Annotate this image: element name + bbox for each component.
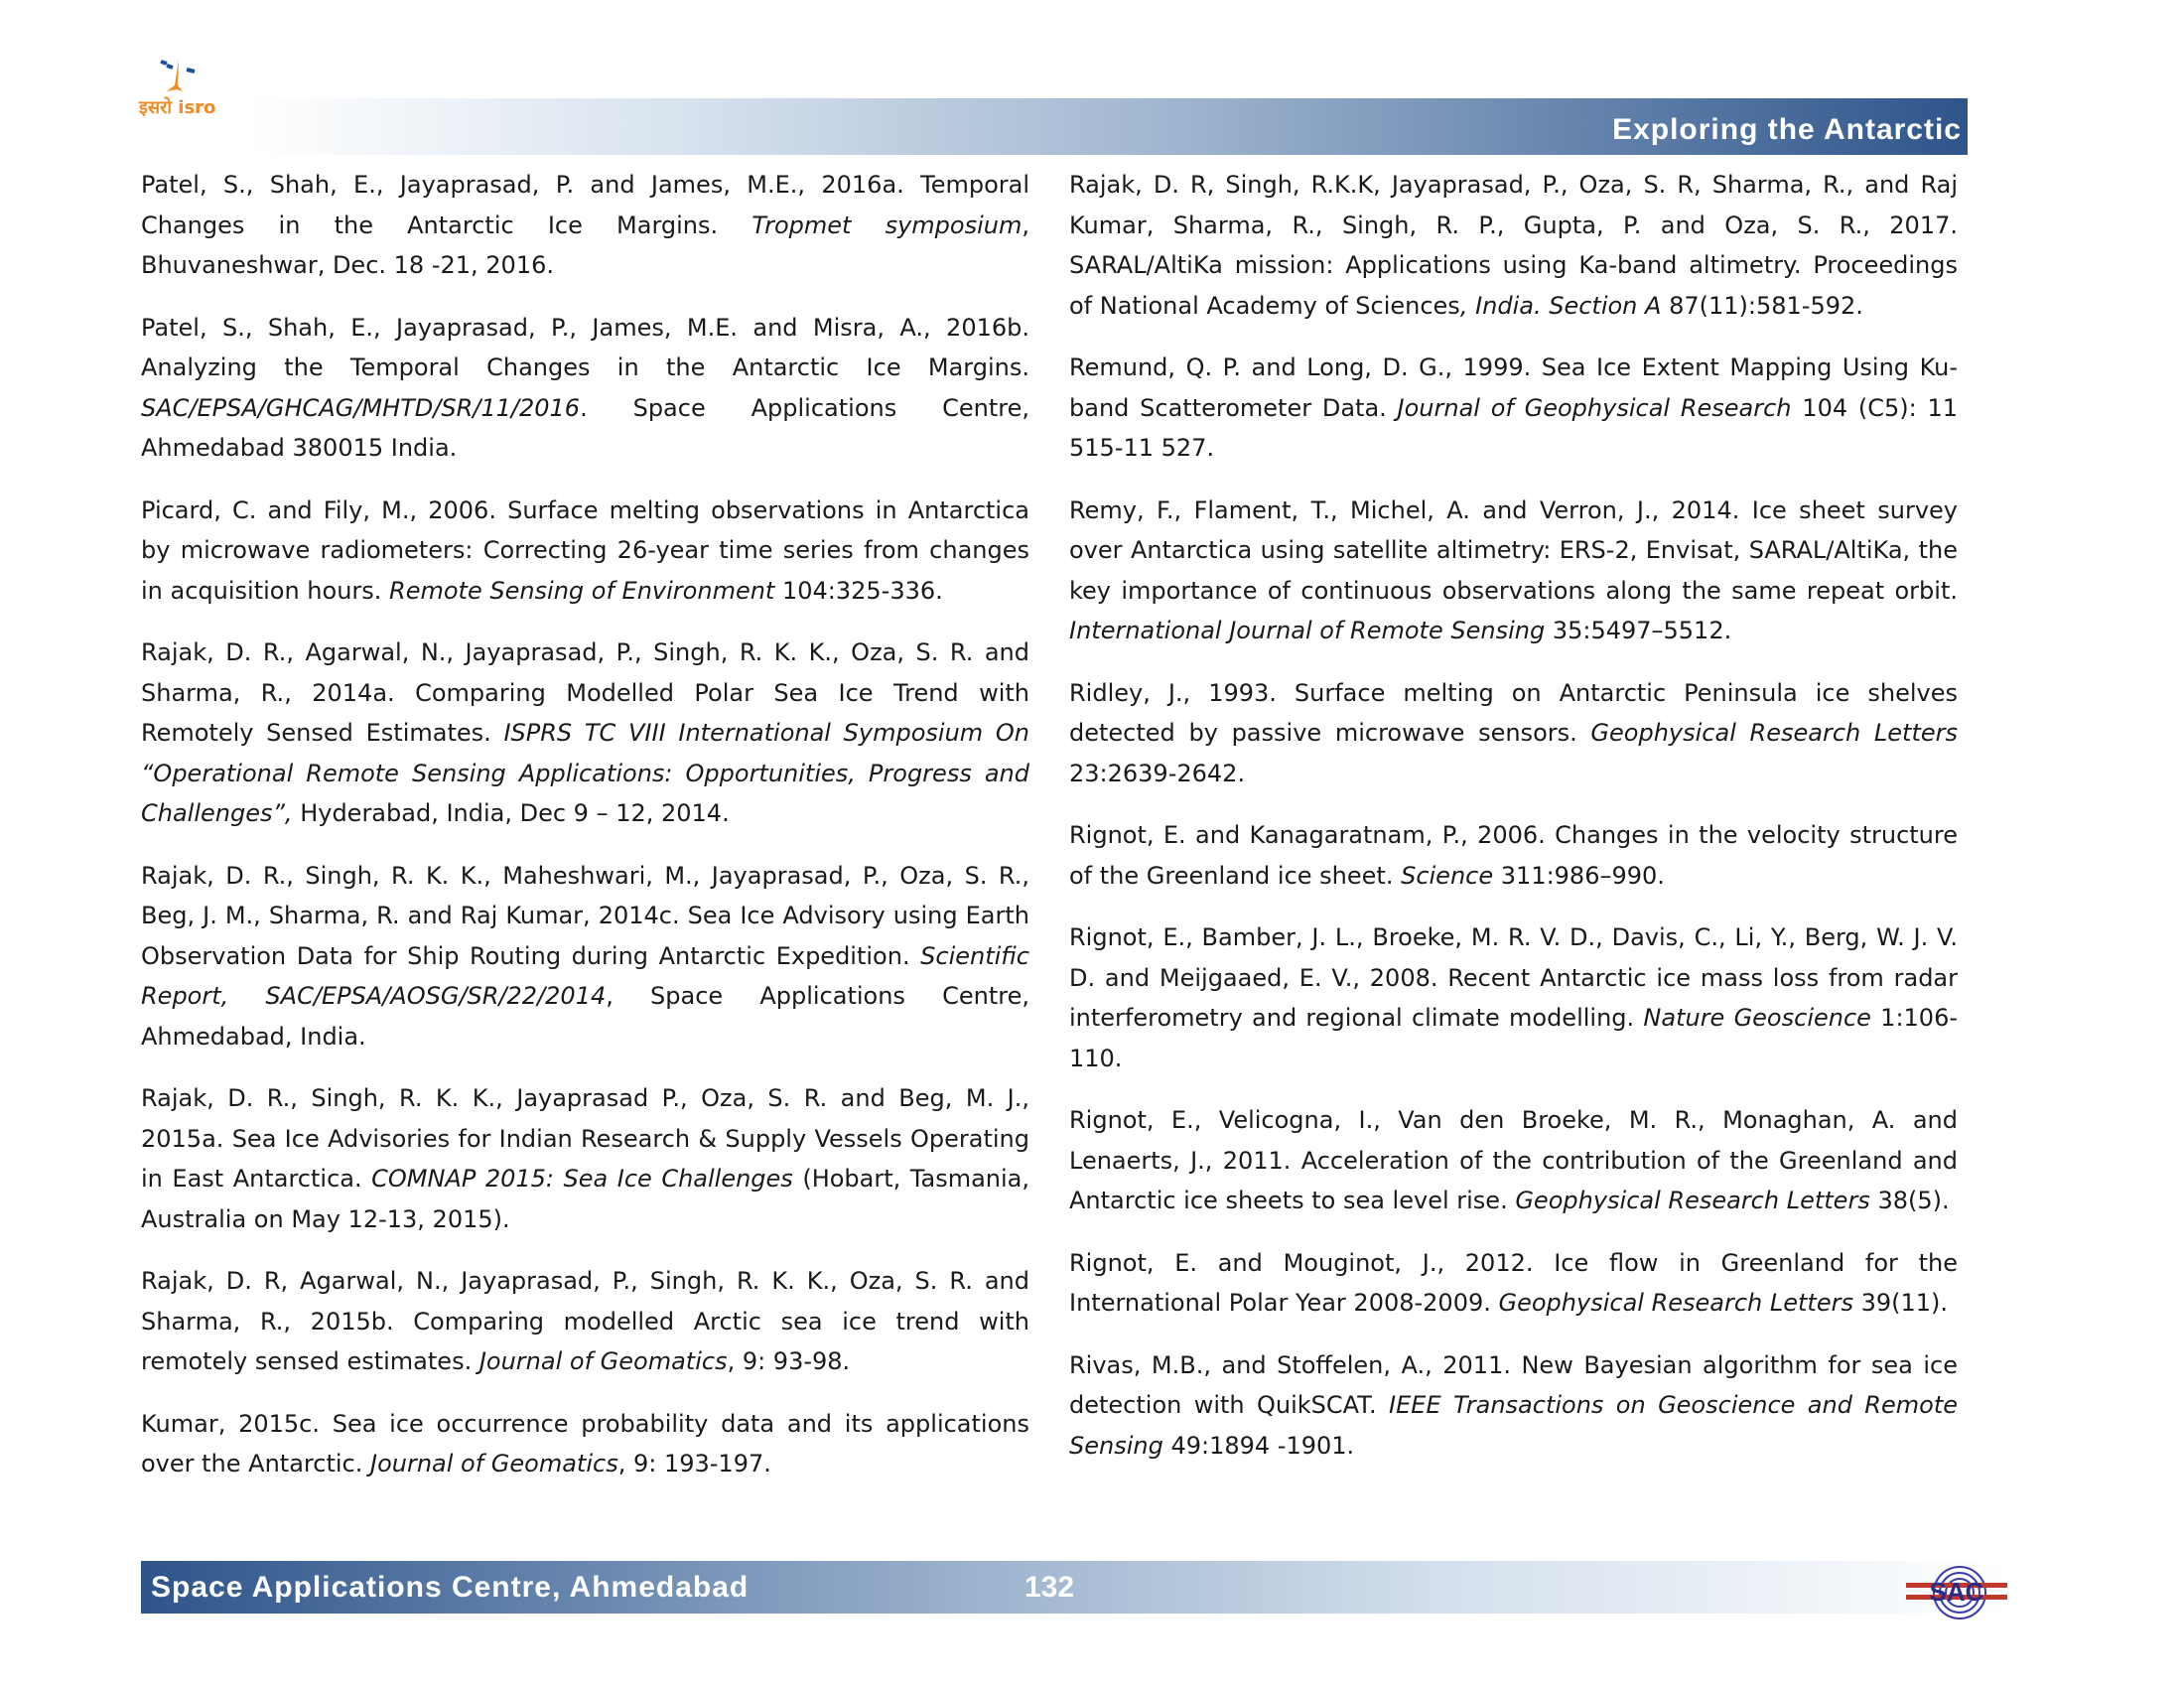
- reference-text: , 9: 193-197.: [617, 1450, 771, 1477]
- reference-text: Remy, F., Flament, T., Michel, A. and Verron, J., 2014. Ice sheet survey over Antarctica using satellite altimetry: ERS-2, Envisat, SARAL/AltiKa, the key importance of continuous observations along the same repeat orbit.: [1069, 495, 1958, 605]
- reference-italic-text: COMNAP 2015: Sea Ice Challenges: [371, 1165, 793, 1193]
- reference-italic-text: SAC/EPSA/GHCAG/MHTD/SR/11/2016: [141, 393, 581, 422]
- reference-entry: [141, 1261, 1029, 1382]
- reference-text: 87(11):581-592.: [1661, 291, 1863, 320]
- reference-text: 49:1894 -1901.: [1162, 1431, 1355, 1460]
- reference-text: Rajak, D. R, Agarwal, N., Jayaprasad, P., Singh, R. K. K., Oza, S. R. and Sharma, R., 2015b. Comparing modelled Arctic sea ice trend with remotely sensed estimates.: [141, 1267, 1029, 1375]
- reference-entry: [1069, 673, 1958, 794]
- page-title: Exploring the Antarctic: [1612, 113, 1962, 146]
- sac-logo: [1904, 1563, 2009, 1622]
- reference-text: 104 (C5): 11 515-11 527.: [1069, 393, 1959, 462]
- isro-logo: [137, 52, 246, 131]
- reference-text: 39(11).: [1852, 1289, 1949, 1317]
- reference-text: Rignot, E. and Kanagaratnam, P., 2006. Changes in the velocity structure of the Greenland ice sheet.: [1069, 821, 1958, 890]
- reference-italic-text: Nature Geoscience: [1643, 1004, 1871, 1032]
- reference-entry: [1069, 1100, 1958, 1221]
- reference-text: Hyderabad, India, Dec 9 – 12, 2014.: [292, 799, 730, 827]
- references-left-column: [141, 165, 1029, 1506]
- footer-organization: Space Applications Centre, Ahmedabad: [151, 1571, 750, 1604]
- reference-italic-text: , India. Section A: [1459, 291, 1662, 320]
- reference-text: Patel, S., Shah, E., Jayaprasad, P., James, M.E. and Misra, A., 2016b. Analyzing the Temporal Changes in the Antarctic Ice Margins.: [141, 313, 1029, 381]
- reference-italic-text: Geophysical Research Letters: [1498, 1289, 1853, 1317]
- reference-italic-text: Journal of Geomatics: [369, 1450, 618, 1477]
- reference-text: Rajak, D. R., Singh, R. K. K., Jayaprasad P., Oza, S. R. and Beg, M. J., 2015a. Sea Ice Advisories for Indian Research & Supply Vessels Operating in East Antarctica.: [141, 1084, 1029, 1193]
- reference-entry: [141, 165, 1029, 286]
- reference-italic-text: Scientific Report, SAC/EPSA/AOSG/SR/22/2014: [141, 941, 1029, 1010]
- reference-entry: [1069, 1345, 1958, 1467]
- reference-text: 104:325-336.: [774, 576, 943, 605]
- reference-italic-text: Geophysical Research Letters: [1515, 1187, 1870, 1214]
- reference-entry: [141, 633, 1029, 834]
- reference-text: , Space Applications Centre, Ahmedabad, India.: [141, 982, 1029, 1051]
- page-number: 132: [1024, 1571, 1075, 1604]
- reference-entry: [141, 1404, 1029, 1484]
- reference-text: Ridley, J., 1993. Surface melting on Antarctic Peninsula ice shelves detected by passive microwave sensors.: [1069, 678, 1958, 747]
- reference-italic-text: Journal of Geophysical Research: [1397, 393, 1792, 422]
- reference-text: Remund, Q. P. and Long, D. G., 1999. Sea Ice Extent Mapping Using Ku-band Scatterometer Data.: [1069, 353, 1958, 422]
- isro-logo-text: इसरो isro: [139, 97, 216, 118]
- reference-italic-text: International Journal of Remote Sensing: [1069, 617, 1546, 644]
- reference-text: Picard, C. and Fily, M., 2006. Surface melting observations in Antarctica by microwave radiometers: Correcting 26-year time series from changes in acquisition hours.: [141, 495, 1029, 605]
- reference-text: 311:986–990.: [1493, 861, 1665, 890]
- reference-entry: [1069, 348, 1958, 469]
- references-right-column: [1069, 165, 1958, 1487]
- reference-text: 35:5497–5512.: [1545, 617, 1732, 644]
- reference-italic-text: Journal of Geomatics: [478, 1347, 728, 1375]
- reference-italic-text: Geophysical Research Letters: [1590, 719, 1958, 747]
- reference-text: Rignot, E., Bamber, J. L., Broeke, M. R. V. D., Davis, C., Li, Y., Berg, W. J. V. D. and Meijgaaed, E. V., 2008. Recent Antarctic ice mass loss from radar interferometry and regional climate modelling.: [1069, 923, 1958, 1032]
- reference-entry: [1069, 165, 1958, 326]
- reference-text: Rajak, D. R, Singh, R.K.K, Jayaprasad, P., Oza, S. R, Sharma, R., and Raj Kumar, Sharma, R., Singh, R. P., Gupta, P. and Oza, S. R., 2017. SARAL/AltiKa mission: Applications using Ka-band altimetry. Proceedings of National Academy of Sciences: [1069, 171, 1958, 320]
- reference-text: 23:2639-2642.: [1069, 759, 1246, 787]
- reference-italic-text: Science: [1401, 861, 1494, 890]
- reference-entry: [141, 856, 1029, 1057]
- sac-logo-text: SAC: [1929, 1577, 1984, 1607]
- reference-text: 38(5).: [1869, 1187, 1950, 1214]
- reference-text: Kumar, 2015c. Sea ice occurrence probability data and its applications over the Antarctic.: [141, 1409, 1029, 1477]
- reference-entry: [1069, 815, 1958, 896]
- reference-italic-text: Tropmet symposium: [751, 211, 1023, 239]
- reference-entry: [1069, 491, 1958, 651]
- reference-text: Rajak, D. R., Agarwal, N., Jayaprasad, P., Singh, R. K. K., Oza, S. R. and Sharma, R., 2014a. Comparing Modelled Polar Sea Ice Trend with Remotely Sensed Estimates.: [141, 638, 1029, 747]
- reference-entry: [1069, 1243, 1958, 1324]
- footer-bar: [141, 1561, 2007, 1614]
- reference-text: , 9: 93-98.: [727, 1347, 851, 1375]
- reference-entry: [141, 1078, 1029, 1239]
- reference-italic-text: Remote Sensing of Environment: [389, 576, 775, 605]
- reference-text: (Hobart, Tasmania, Australia on May 12-13, 2015).: [141, 1165, 1029, 1233]
- reference-text: , Bhuvaneshwar, Dec. 18 -21, 2016.: [141, 211, 1029, 279]
- reference-text: Rignot, E. and Mouginot, J., 2012. Ice flow in Greenland for the International Polar Year 2008-2009.: [1069, 1248, 1958, 1317]
- reference-italic-text: IEEE Transactions on Geoscience and Remote Sensing: [1069, 1391, 1958, 1460]
- reference-text: . Space Applications Centre, Ahmedabad 380015 India.: [141, 393, 1029, 462]
- header-bar: [248, 98, 1968, 155]
- reference-text: Rignot, E., Velicogna, I., Van den Broeke, M. R., Monaghan, A. and Lenaerts, J., 2011. Acceleration of the contribution of the Greenland and Antarctic ice sheets to sea level rise.: [1069, 1106, 1958, 1214]
- reference-italic-text: ISPRS TC VIII International Symposium On “Operational Remote Sensing Applications: Opportunities, Progress and Challenges”,: [141, 719, 1029, 827]
- reference-entry: [141, 491, 1029, 612]
- reference-text: Rajak, D. R., Singh, R. K. K., Maheshwari, M., Jayaprasad, P., Oza, S. R., Beg, J. M., Sharma, R. and Raj Kumar, 2014c. Sea Ice Advisory using Earth Observation Data for Ship Routing during Antarctic Expedition.: [141, 861, 1029, 970]
- reference-text: Rivas, M.B., and Stoffelen, A., 2011. New Bayesian algorithm for sea ice detection with QuikSCAT.: [1069, 1350, 1958, 1419]
- reference-entry: [141, 308, 1029, 469]
- reference-text: 1:106-110.: [1069, 1004, 1958, 1072]
- reference-text: Patel, S., Shah, E., Jayaprasad, P. and James, M.E., 2016a. Temporal Changes in the Antarctic Ice Margins.: [141, 171, 1029, 239]
- reference-entry: [1069, 917, 1958, 1078]
